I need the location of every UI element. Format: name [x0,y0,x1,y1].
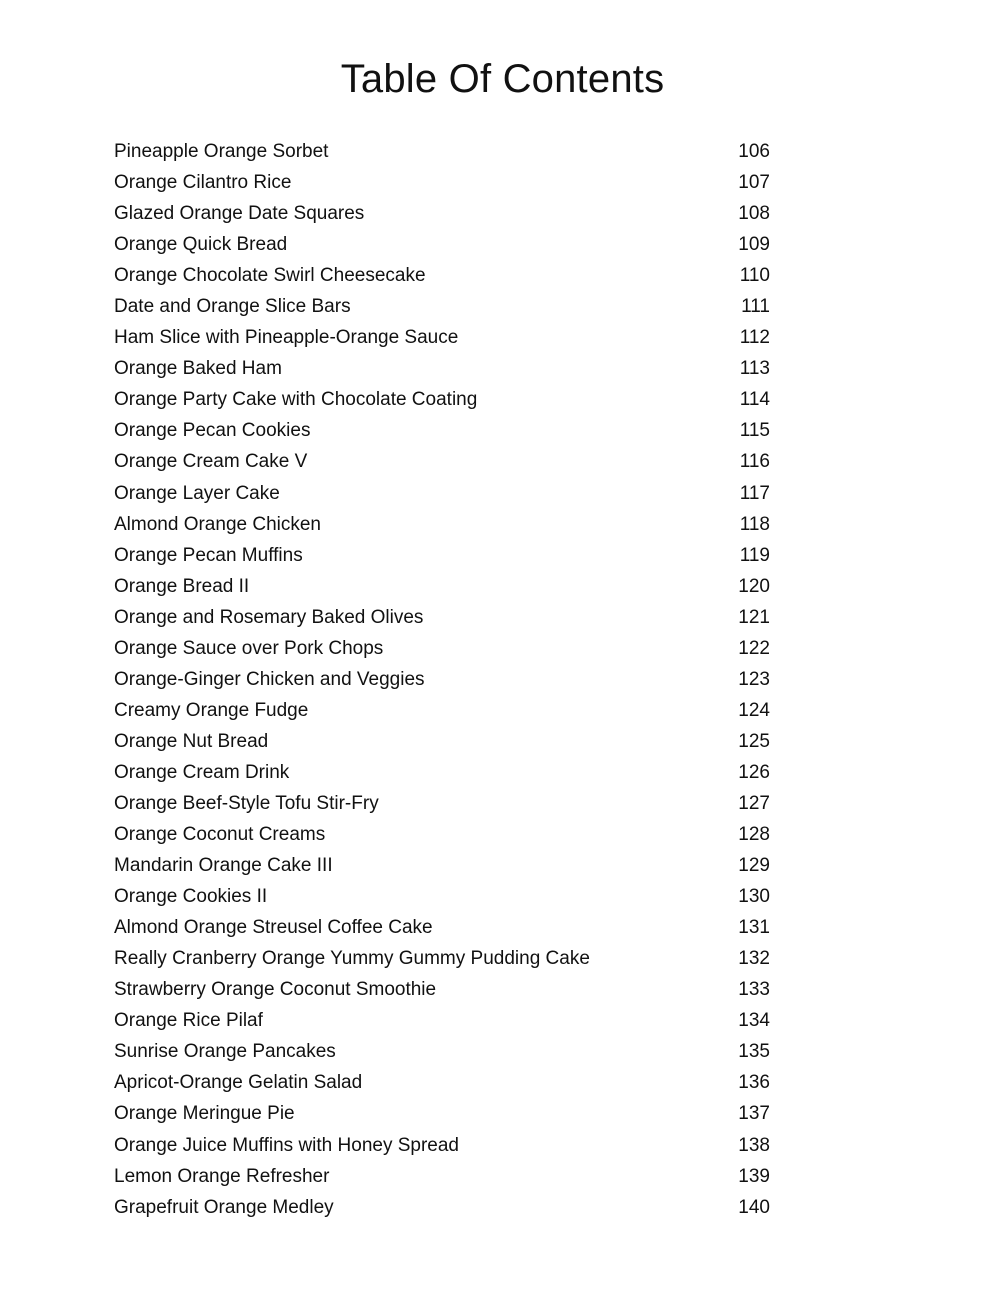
toc-entry-page: 121 [738,606,770,628]
toc-entry-title: Orange Bread II [114,575,250,597]
toc-entry-page: 136 [738,1072,770,1094]
page-title: Table Of Contents [340,57,665,101]
toc-row[interactable] [114,1005,770,1036]
toc-entry-title: Orange Meringue Pie [114,1103,295,1125]
toc-entry-page: 134 [738,1010,770,1032]
toc-entry-title: Orange Rice Pilaf [114,1010,263,1032]
toc-entry-page: 137 [738,1103,770,1125]
toc-entry-page: 129 [738,855,770,877]
toc-entry-title: Ham Slice with Pineapple-Orange Sauce [114,327,459,349]
toc-entry-title: Really Cranberry Orange Yummy Gummy Pudding Cake [114,948,590,970]
toc-entry-title: Orange Chocolate Swirl Cheesecake [114,265,426,287]
toc-entry-title: Almond Orange Chicken [114,513,321,535]
toc-row[interactable] [114,415,770,446]
toc-entry-page: 138 [738,1134,770,1156]
toc-row[interactable] [114,912,770,943]
toc-entry-title: Orange-Ginger Chicken and Veggies [114,668,425,690]
toc-entry-title: Strawberry Orange Coconut Smoothie [114,979,437,1001]
toc-entry-page: 109 [738,234,770,256]
toc-entry-title: Orange Nut Bread [114,730,269,752]
toc-row[interactable] [114,509,770,540]
toc-row[interactable] [114,478,770,509]
toc-row[interactable] [114,540,770,571]
toc-entry-page: 112 [739,327,770,349]
toc-entry-page: 125 [738,730,770,752]
toc-row[interactable] [114,850,770,881]
toc-entry-page: 131 [738,917,770,939]
toc-entry-page: 126 [738,761,770,783]
toc-entry-page: 106 [738,141,770,162]
toc-entry-title: Orange Pecan Muffins [114,544,303,566]
toc-entry-title: Lemon Orange Refresher [114,1165,330,1187]
toc-entry-title: Orange Layer Cake [114,482,280,504]
toc-row[interactable] [114,1036,770,1067]
toc-entry-page: 115 [739,420,770,442]
toc-entry-page: 118 [739,513,770,535]
toc-row[interactable] [114,291,770,322]
toc-entry-title: Orange Cilantro Rice [114,172,292,194]
toc-entry-title: Orange Coconut Creams [114,824,326,846]
toc-row[interactable] [114,167,770,198]
toc-entry-title: Orange and Rosemary Baked Olives [114,606,424,628]
toc-entry-title: Grapefruit Orange Medley [114,1196,334,1218]
toc-row[interactable] [114,757,770,788]
toc-entry-title: Orange Sauce over Pork Chops [114,637,384,659]
toc-entry-title: Orange Cookies II [114,886,268,908]
toc-row[interactable] [114,602,770,633]
toc-row[interactable] [114,1161,770,1192]
toc-entry-title: Date and Orange Slice Bars [114,296,351,318]
toc-row[interactable] [114,819,770,850]
toc-row[interactable] [114,1130,770,1161]
toc-row[interactable] [114,446,770,477]
toc-entry-title: Glazed Orange Date Squares [114,203,365,225]
toc-row[interactable] [114,881,770,912]
toc-entry-page: 119 [739,544,770,566]
toc-entry-title: Apricot-Orange Gelatin Salad [114,1072,363,1094]
toc-entry-title: Orange Cream Drink [114,761,290,783]
toc-row[interactable] [114,726,770,757]
toc-entry-page: 124 [738,699,770,721]
toc-entry-title: Orange Pecan Cookies [114,420,311,442]
toc-row[interactable] [114,198,770,229]
toc-entry-page: 133 [738,979,770,1001]
toc-entry-title: Pineapple Orange Sorbet [114,141,329,162]
toc-entry-title: Orange Juice Muffins with Honey Spread [114,1134,459,1156]
toc-entry-page: 139 [738,1165,770,1187]
toc-entry-title: Orange Cream Cake V [114,451,308,473]
toc-row[interactable] [114,695,770,726]
toc-row[interactable] [114,788,770,819]
toc-entry-page: 128 [738,824,770,846]
toc-row[interactable] [114,633,770,664]
toc-entry-page: 116 [739,451,770,473]
toc-entry-title: Creamy Orange Fudge [114,699,309,721]
toc-entry-title: Orange Beef-Style Tofu Stir-Fry [114,792,379,814]
toc-entry-page: 120 [738,575,770,597]
toc-entry-title: Orange Baked Ham [114,358,282,380]
toc-row[interactable] [114,1098,770,1129]
toc-row[interactable] [114,384,770,415]
toc-entry-page: 117 [739,482,770,504]
toc-entry-page: 140 [738,1196,770,1218]
toc-row[interactable] [114,136,770,167]
toc-entry-page: 108 [738,203,770,225]
table-of-contents [114,136,770,1223]
toc-row[interactable] [114,229,770,260]
toc-entry-page: 127 [738,792,770,814]
toc-entry-title: Orange Quick Bread [114,234,288,256]
toc-entry-page: 107 [738,172,770,194]
toc-entry-page: 122 [738,637,770,659]
toc-entry-page: 111 [741,296,770,318]
toc-entry-page: 114 [739,389,770,411]
toc-entry-page: 132 [738,948,770,970]
toc-entry-page: 135 [738,1041,770,1063]
toc-row[interactable] [114,322,770,353]
toc-row[interactable] [114,1067,770,1098]
toc-row[interactable] [114,353,770,384]
toc-entry-title: Almond Orange Streusel Coffee Cake [114,917,433,939]
toc-row[interactable] [114,664,770,695]
toc-row[interactable] [114,571,770,602]
toc-entry-title: Mandarin Orange Cake III [114,855,333,877]
toc-row[interactable] [114,974,770,1005]
toc-row[interactable] [114,1192,770,1223]
toc-row[interactable] [114,260,770,291]
toc-entry-page: 110 [739,265,770,287]
toc-entry-page: 123 [738,668,770,690]
toc-entry-page: 113 [739,358,770,380]
toc-entry-page: 130 [738,886,770,908]
toc-row[interactable] [114,943,770,974]
toc-entry-title: Sunrise Orange Pancakes [114,1041,336,1063]
toc-entry-title: Orange Party Cake with Chocolate Coating [114,389,478,411]
